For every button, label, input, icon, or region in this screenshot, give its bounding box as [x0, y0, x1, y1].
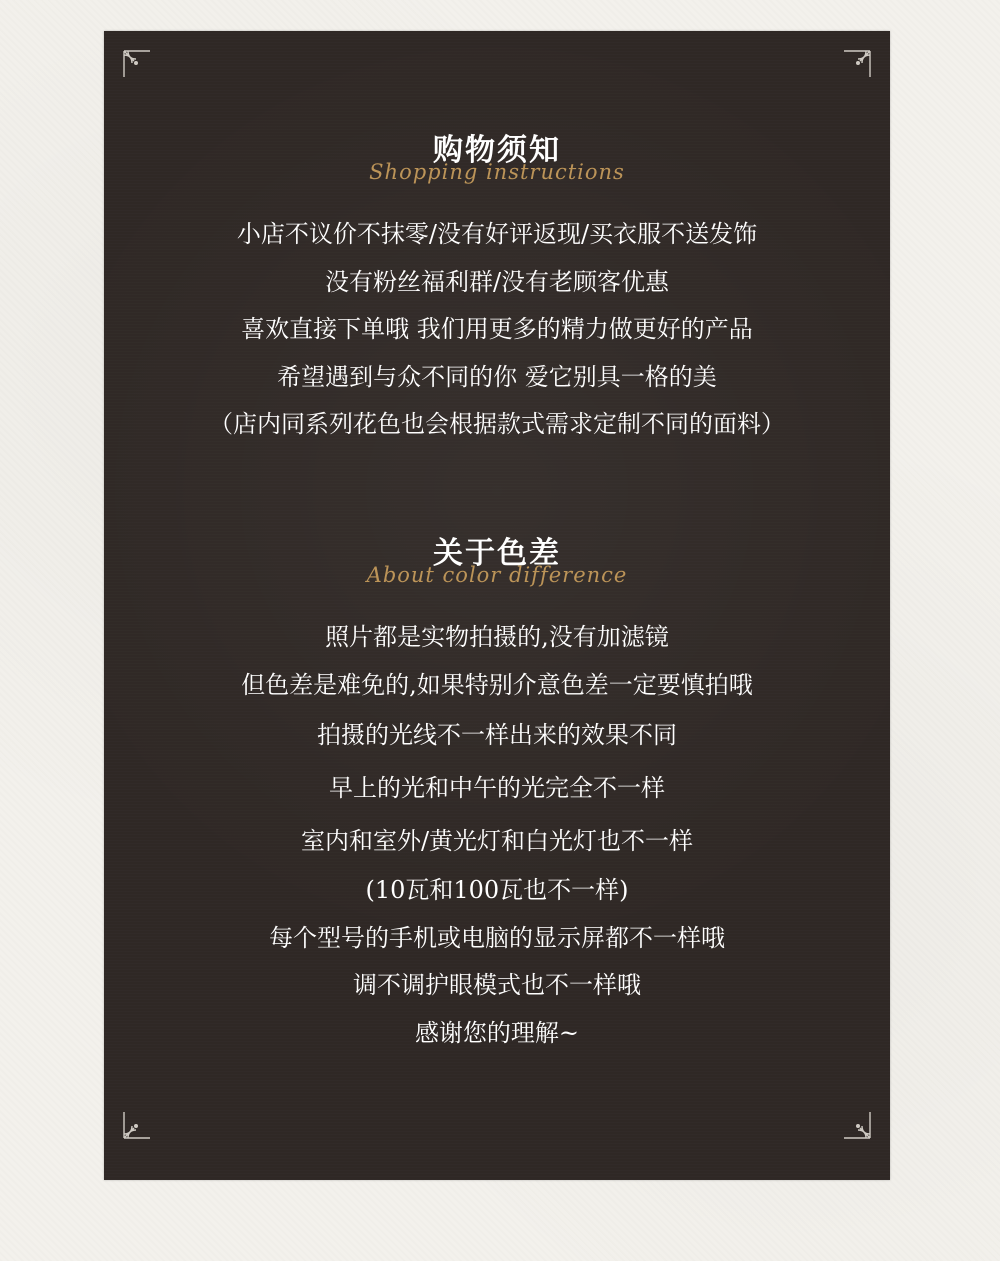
- text-line: 喜欢直接下单哦 我们用更多的精力做更好的产品: [241, 315, 753, 343]
- text-line: 每个型号的手机或电脑的显示屏都不一样哦: [269, 923, 725, 952]
- text-line: 室内和室外/黄光灯和白光灯也不一样: [300, 827, 694, 855]
- section-heading: [104, 534, 890, 614]
- corner-ornament-icon: [122, 49, 152, 79]
- corner-ornament-icon: [122, 1110, 152, 1140]
- section-heading: [104, 131, 890, 211]
- text-line: 感谢您的理解~: [414, 1018, 580, 1047]
- section-title: 购物须知: [433, 133, 561, 168]
- corner-ornament-icon: [842, 49, 872, 79]
- section-script-title: About color difference: [366, 563, 628, 587]
- text-line: 拍摄的光线不一样出来的效果不同: [317, 721, 677, 749]
- section-title: 关于色差: [433, 536, 561, 571]
- shopping-instructions-section: [104, 131, 890, 449]
- text-line: 希望遇到与众不同的你 爱它别具一格的美: [277, 362, 717, 391]
- text-line: 小店不议价不抹零/没有好评返现/买衣服不送发饰: [236, 220, 758, 248]
- color-difference-section: [104, 534, 890, 1057]
- text-line: 早上的光和中午的光完全不一样: [329, 774, 665, 802]
- text-line: 照片都是实物拍摄的,没有加滤镜: [325, 623, 669, 651]
- text-line: （店内同系列花色也会根据款式需求定制不同的面料）: [209, 410, 785, 438]
- section-script-title: Shopping instructions: [369, 160, 625, 184]
- corner-ornament-icon: [842, 1110, 872, 1140]
- text-line: 但色差是难免的,如果特别介意色差一定要慎拍哦: [241, 670, 753, 699]
- text-line: (10瓦和100瓦也不一样): [365, 876, 629, 904]
- info-card: [104, 31, 890, 1180]
- text-line: 没有粉丝福利群/没有老顾客优惠: [324, 267, 670, 296]
- text-line: 调不调护眼模式也不一样哦: [353, 971, 641, 999]
